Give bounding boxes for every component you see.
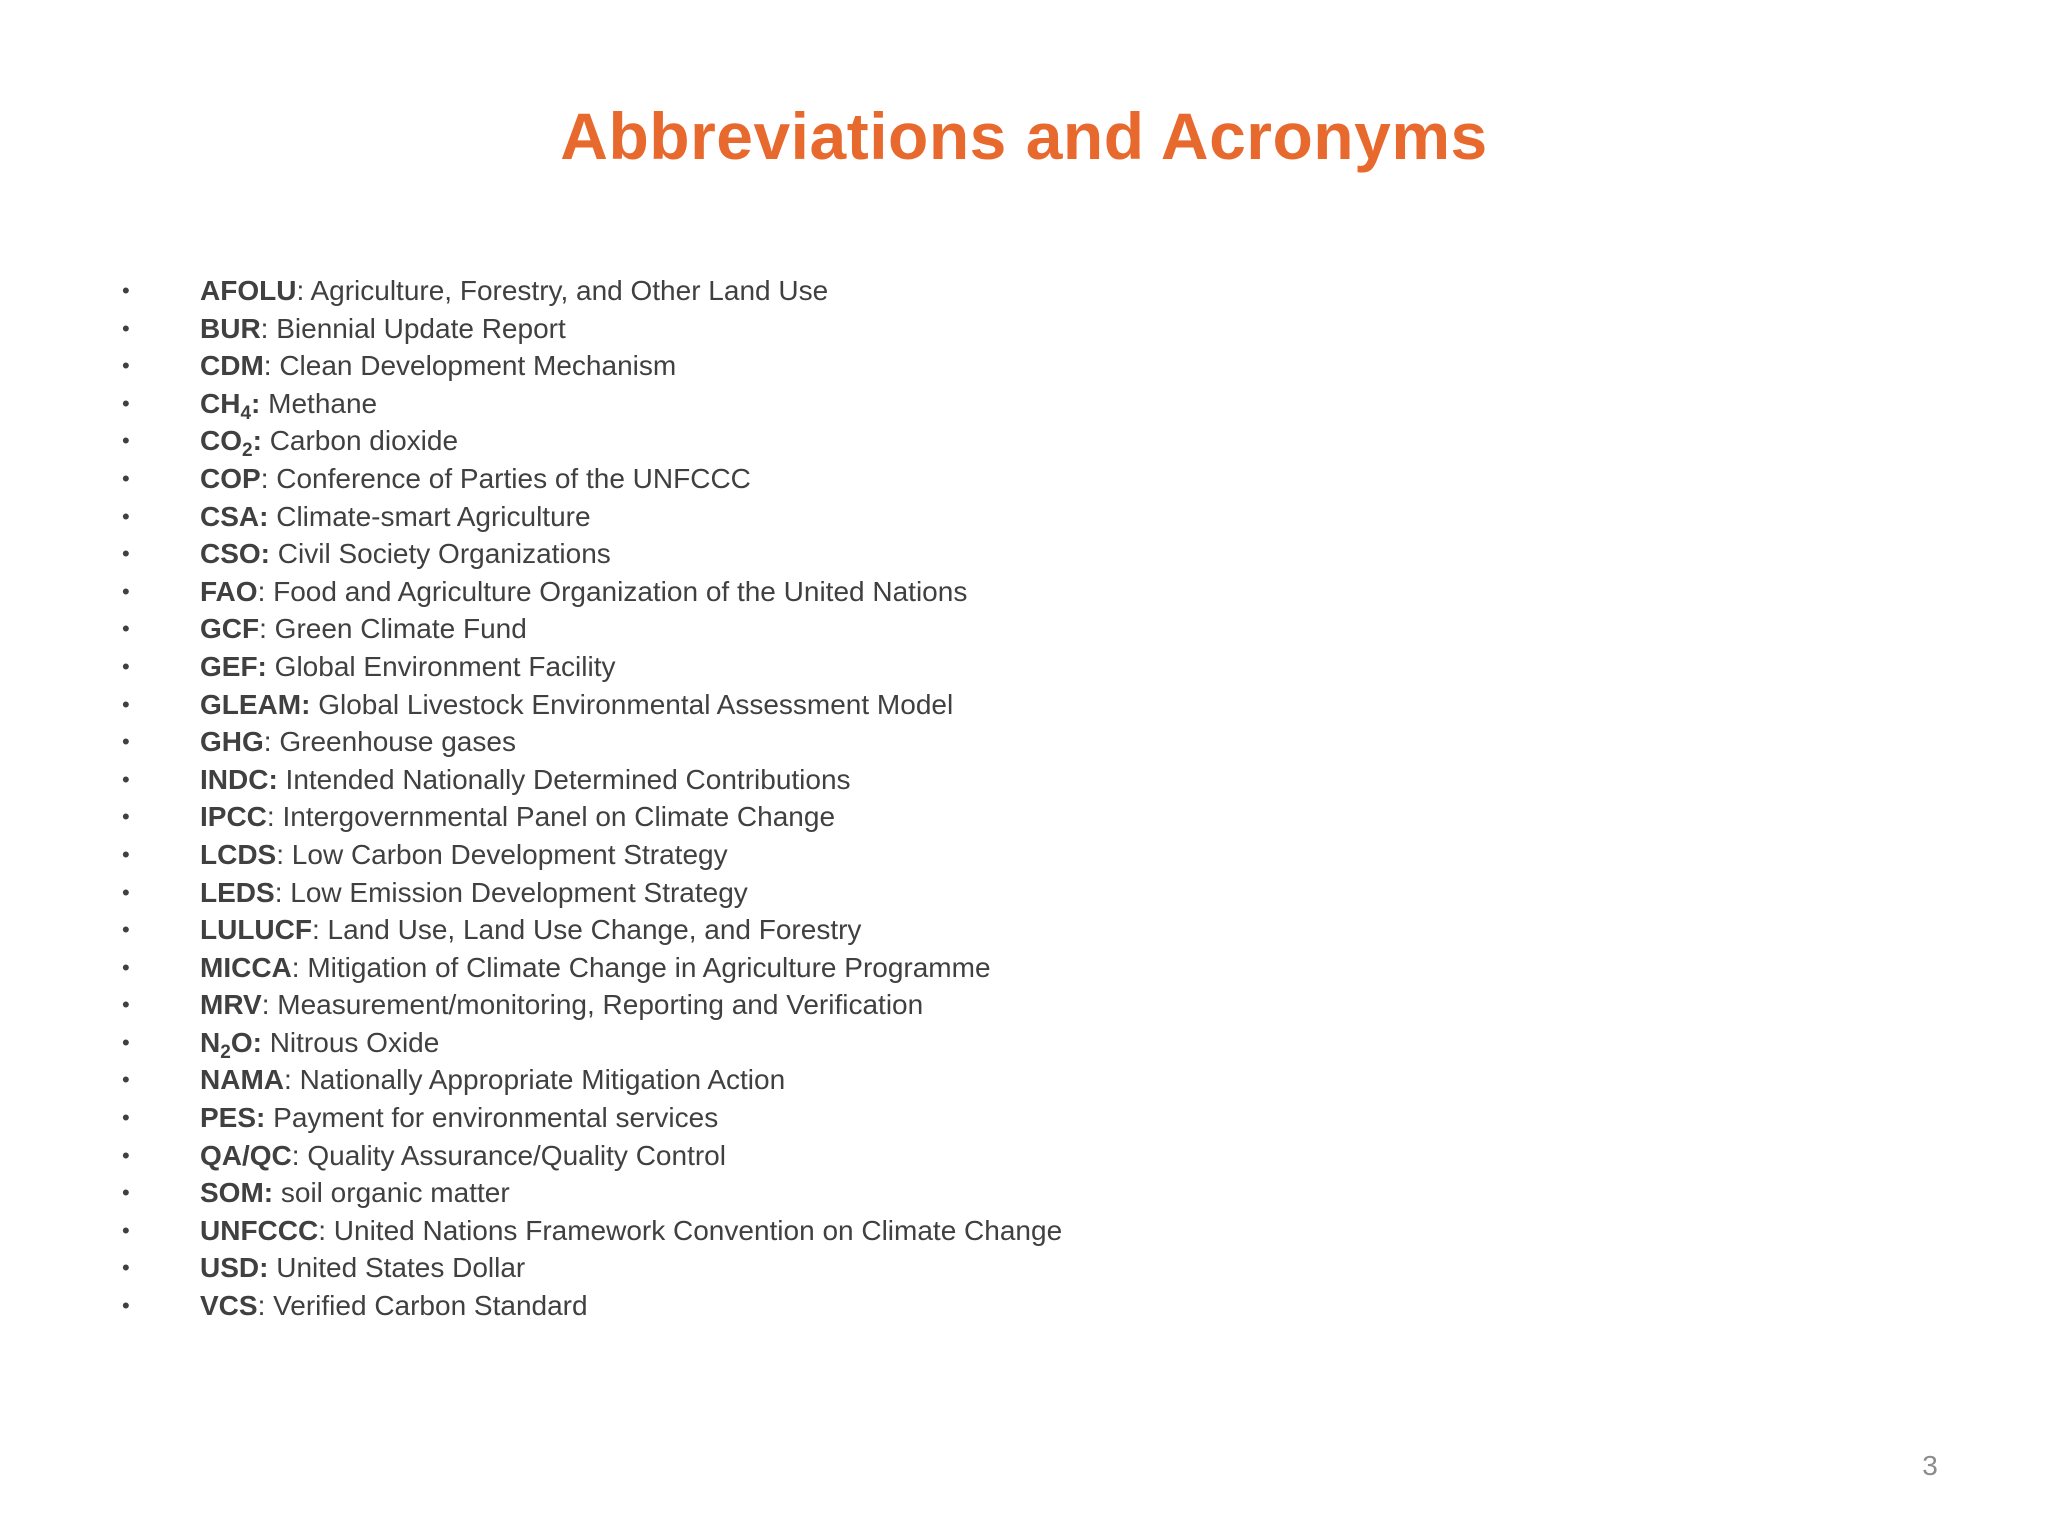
list-item	[118, 911, 1818, 949]
acronym-separator	[273, 1177, 281, 1208]
bullet-icon: •	[122, 1217, 130, 1243]
acronym-separator	[260, 388, 268, 419]
acronym-definition: Greenhouse gases	[279, 726, 516, 758]
acronym-term: GLEAM:	[200, 688, 311, 720]
acronym-definition: Agriculture, Forestry, and Other Land Use	[310, 275, 829, 306]
acronym-separator: :	[274, 876, 291, 908]
bullet-icon: •	[122, 992, 130, 1018]
bullet-icon: •	[122, 917, 130, 943]
acronym-entry	[200, 686, 953, 724]
acronym-term-tail: :	[251, 387, 261, 419]
bullet-icon: •	[122, 541, 130, 567]
acronym-definition: Nationally Appropriate Mitigation Action	[299, 1064, 786, 1096]
acronym-entry	[200, 422, 458, 460]
acronym-term-tail: O:	[230, 1026, 262, 1058]
acronym-separator	[267, 651, 275, 682]
acronym-entry	[200, 798, 835, 836]
acronym-entry	[200, 460, 751, 498]
acronym-separator: :	[261, 989, 278, 1021]
acronym-entry	[200, 1287, 588, 1325]
bullet-icon: •	[122, 353, 130, 379]
acronym-separator: :	[284, 1064, 300, 1096]
acronym-definition: Nitrous Oxide	[269, 1026, 440, 1058]
acronym-term: COP	[200, 462, 261, 494]
page-number: 3	[1922, 1450, 1938, 1481]
bullet-icon: •	[122, 729, 130, 755]
list-item	[118, 686, 1818, 724]
bullet-icon: •	[122, 1255, 130, 1281]
list-item	[118, 535, 1818, 573]
bullet-icon: •	[122, 1142, 130, 1168]
acronym-separator: :	[263, 726, 280, 758]
acronym-definition: soil organic matter	[280, 1177, 510, 1209]
list-item	[118, 1212, 1818, 1250]
acronym-term: CSO:	[200, 538, 270, 570]
bullet-icon: •	[122, 503, 130, 529]
acronym-separator	[278, 764, 286, 795]
acronym-definition: Conference of Parties of the UNFCCC	[276, 462, 751, 494]
acronym-term: LULUCF	[200, 914, 312, 946]
acronym-entry	[200, 1061, 785, 1099]
slide-title: Abbreviations and Acronyms	[560, 99, 1488, 173]
acronym-term: INDC:	[200, 763, 278, 795]
acronym-term: FAO	[200, 575, 258, 607]
acronym-entry	[200, 1099, 718, 1137]
acronym-definition: Quality Assurance/Quality Control	[307, 1139, 726, 1171]
acronym-entry	[200, 836, 728, 874]
acronym-term: BUR	[200, 312, 261, 344]
acronym-definition: Global Environment Facility	[274, 650, 616, 682]
list-item	[118, 310, 1818, 348]
list-item	[118, 460, 1818, 498]
acronym-definition: Biennial Update Report	[276, 312, 566, 344]
bullet-icon: •	[122, 578, 130, 604]
list-item	[118, 498, 1818, 536]
acronym-term: MICCA	[200, 951, 292, 983]
acronym-term: CDM	[200, 350, 264, 382]
acronym-entry	[200, 648, 615, 686]
acronym-term: GEF:	[200, 650, 267, 682]
acronym-entry	[200, 385, 377, 423]
acronym-term: N	[200, 1026, 221, 1058]
acronym-term: CO	[200, 425, 242, 457]
bullet-icon: •	[122, 428, 130, 454]
bullet-icon: •	[122, 1180, 130, 1206]
bullet-icon: •	[122, 1293, 130, 1319]
list-item	[118, 874, 1818, 912]
list-item	[118, 1287, 1818, 1325]
acronym-entry	[200, 498, 591, 536]
acronym-definition: Climate-smart Agriculture	[276, 500, 591, 532]
bullet-icon: •	[122, 315, 130, 341]
list-item	[118, 422, 1818, 460]
acronym-entry	[200, 874, 748, 912]
bullet-icon: •	[122, 465, 130, 491]
list-item	[118, 1099, 1818, 1137]
bullet-icon: •	[122, 766, 130, 792]
list-item	[118, 1137, 1818, 1175]
acronym-term: USD:	[200, 1252, 269, 1284]
acronym-term: IPCC	[200, 801, 267, 833]
acronym-entry	[200, 535, 611, 573]
acronym-entry	[200, 1137, 726, 1175]
acronym-definition: United States Dollar	[276, 1252, 526, 1284]
acronym-definition: Verified Carbon Standard	[273, 1290, 588, 1322]
acronym-definition: Payment for environmental services	[273, 1102, 719, 1134]
acronym-definition: Global Livestock Environmental Assessment Model	[318, 688, 954, 720]
bullet-icon: •	[122, 804, 130, 830]
list-item	[118, 648, 1818, 686]
acronym-definition: Clean Development Mechanism	[279, 350, 677, 382]
acronym-separator: :	[266, 801, 283, 833]
bullet-icon: •	[122, 1029, 130, 1055]
acronym-list	[118, 272, 1818, 1325]
acronym-entry	[200, 1174, 510, 1212]
list-item	[118, 798, 1818, 836]
list-item	[118, 573, 1818, 611]
acronym-entry	[200, 761, 851, 799]
acronym-term-subscript: 4	[240, 402, 252, 424]
list-item	[118, 1174, 1818, 1212]
list-item	[118, 610, 1818, 648]
acronym-definition: Civil Society Organizations	[277, 538, 611, 570]
acronym-separator: :	[260, 462, 277, 494]
acronym-definition: Green Climate Fund	[274, 613, 527, 645]
acronym-separator: :	[257, 575, 274, 607]
acronym-term-subscript: 2	[242, 440, 253, 462]
acronym-entry	[200, 310, 566, 348]
list-item	[118, 272, 1818, 310]
acronym-separator: :	[263, 350, 280, 382]
bullet-icon: •	[122, 390, 130, 416]
acronym-term: LCDS	[200, 838, 277, 870]
acronym-entry	[200, 723, 516, 761]
acronym-term: PES:	[200, 1102, 266, 1134]
acronym-separator: :	[296, 275, 311, 306]
acronym-term: CH	[200, 387, 241, 419]
acronym-term: QA/QC	[200, 1139, 292, 1171]
list-item	[118, 1024, 1818, 1062]
acronym-separator: :	[259, 613, 275, 645]
acronym-definition: Low Emission Development Strategy	[290, 876, 748, 908]
bullet-icon: •	[122, 616, 130, 642]
acronym-separator: :	[260, 312, 277, 344]
bullet-icon: •	[122, 1067, 130, 1093]
list-item	[118, 1061, 1818, 1099]
acronym-term: CSA:	[200, 500, 269, 532]
acronym-entry	[200, 347, 676, 385]
acronym-entry	[200, 1024, 439, 1062]
acronym-term-tail: :	[252, 425, 262, 457]
acronym-definition: Land Use, Land Use Change, and Forestry	[327, 914, 862, 946]
acronym-entry	[200, 272, 828, 310]
acronym-separator: :	[318, 1214, 334, 1246]
acronym-separator	[265, 1102, 273, 1133]
acronym-separator	[262, 425, 270, 456]
bullet-icon: •	[122, 278, 130, 303]
acronym-definition: Mitigation of Climate Change in Agriculture Programme	[307, 951, 991, 983]
list-item	[118, 836, 1818, 874]
list-item	[118, 761, 1818, 799]
bullet-icon: •	[122, 954, 130, 980]
acronym-separator: :	[257, 1290, 274, 1322]
acronym-definition: Carbon dioxide	[269, 425, 459, 457]
acronym-separator	[270, 538, 278, 569]
acronym-entry	[200, 1212, 1062, 1250]
acronym-separator: :	[291, 951, 308, 983]
acronym-entry	[200, 986, 923, 1024]
list-item	[118, 949, 1818, 987]
list-item	[118, 385, 1818, 423]
acronym-term: SOM:	[200, 1177, 274, 1209]
acronym-term-subscript: 2	[220, 1041, 231, 1063]
acronym-separator	[262, 1027, 270, 1058]
list-item	[118, 723, 1818, 761]
acronym-term: NAMA	[200, 1064, 284, 1096]
list-item	[118, 1249, 1818, 1287]
acronym-entry	[200, 1249, 525, 1287]
acronym-definition: Intergovernmental Panel on Climate Change	[282, 801, 836, 833]
list-item	[118, 986, 1818, 1024]
acronym-definition: Low Carbon Development Strategy	[291, 838, 728, 870]
acronym-entry	[200, 573, 967, 611]
acronym-definition: Food and Agriculture Organization of the United Nations	[273, 575, 968, 607]
acronym-term: GHG	[200, 726, 264, 758]
bullet-icon: •	[122, 653, 130, 679]
acronym-term: GCF	[200, 613, 260, 645]
acronym-definition: United Nations Framework Convention on Climate Change	[333, 1214, 1063, 1246]
acronym-term: UNFCCC	[200, 1214, 319, 1246]
acronym-definition: Intended Nationally Determined Contributions	[285, 763, 851, 795]
acronym-term: AFOLU	[200, 275, 297, 306]
acronym-entry	[200, 911, 861, 949]
acronym-separator: :	[291, 1139, 308, 1171]
acronym-term: LEDS	[200, 876, 275, 908]
acronym-definition: Methane	[268, 387, 378, 419]
bullet-icon: •	[122, 691, 130, 717]
acronym-definition: Measurement/monitoring, Reporting and Verification	[277, 989, 924, 1021]
acronym-term: VCS	[200, 1290, 258, 1322]
acronym-entry	[200, 949, 991, 987]
bullet-icon: •	[122, 879, 130, 905]
acronym-separator: :	[276, 838, 292, 870]
bullet-icon: •	[122, 1105, 130, 1131]
list-item	[118, 347, 1818, 385]
acronym-entry	[200, 610, 527, 648]
acronym-separator: :	[311, 914, 328, 946]
bullet-icon: •	[122, 841, 130, 867]
acronym-term: MRV	[200, 989, 262, 1021]
